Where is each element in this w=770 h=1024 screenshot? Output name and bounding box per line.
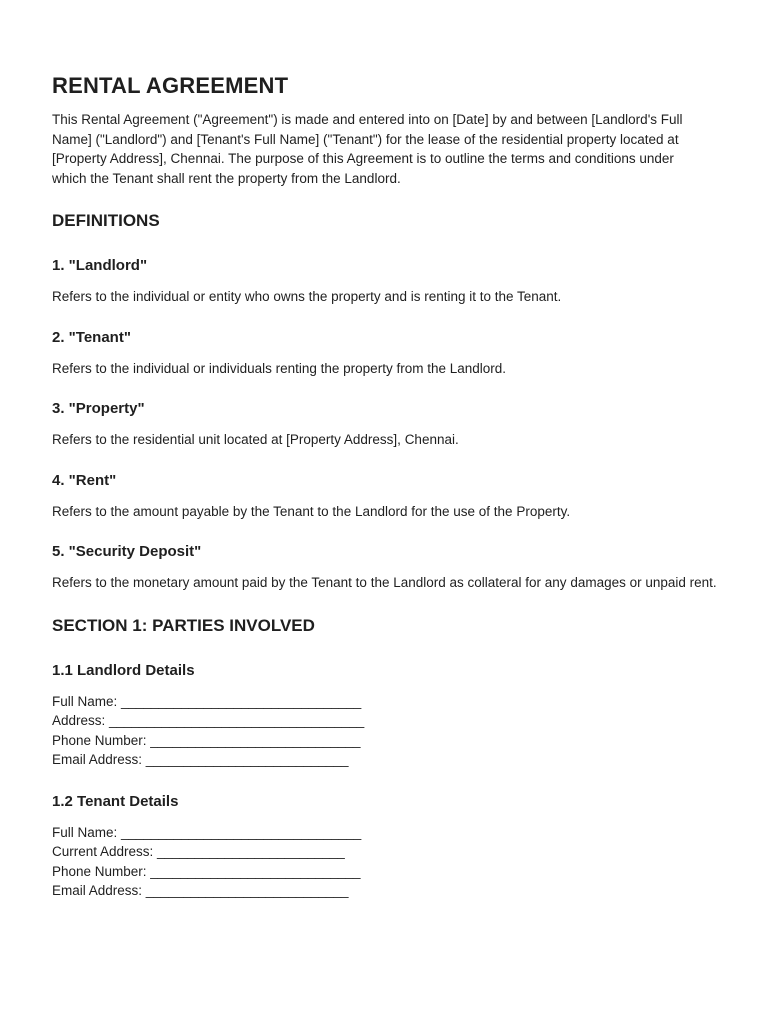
landlord-email-field[interactable]: Email Address: ___________________________: [52, 752, 349, 767]
definition-text: Refers to the individual or individuals renting the property from the Landlord.: [52, 360, 507, 376]
definition-item-tenant: [52, 328, 722, 379]
landlord-field-list: [52, 692, 722, 770]
intro-paragraph: This Rental Agreement ("Agreement") is made and entered into on [Date] by and between [Landlord's Full Name] ("Landlord") and [Tenant's Full Name] ("Tenant") for the lease of the residential property located at [Property Address], Chennai. The purpose of this Agreement is to outline the terms and conditions under which the Tenant shall rent the property from the Landlord.: [52, 112, 683, 186]
definition-item-security-deposit: [52, 542, 722, 593]
definition-term: 4. "Rent": [52, 471, 117, 489]
definition-item-property: [52, 399, 722, 450]
definition-text: Refers to the amount payable by the Tenant to the Landlord for the use of the Property.: [52, 503, 571, 519]
section1-heading: SECTION 1: PARTIES INVOLVED: [52, 615, 315, 635]
tenant-email-field[interactable]: Email Address: ___________________________: [52, 883, 349, 898]
definition-text: Refers to the residential unit located at [Property Address], Chennai.: [52, 432, 459, 447]
landlord-details-heading: 1.1 Landlord Details: [52, 661, 195, 679]
definition-term: 1. "Landlord": [52, 257, 148, 274]
tenant-full-name-field[interactable]: Full Name: ________________________________: [52, 824, 362, 840]
landlord-full-name-field[interactable]: Full Name: ________________________________: [52, 693, 362, 709]
definition-item-rent: [52, 471, 722, 522]
tenant-details-heading: 1.2 Tenant Details: [52, 792, 179, 810]
definitions-heading: DEFINITIONS: [52, 211, 160, 230]
tenant-phone-field[interactable]: Phone Number: ____________________________: [52, 863, 361, 879]
landlord-details: [52, 661, 722, 770]
definition-item-landlord: [52, 256, 722, 307]
definition-term: 3. "Property": [52, 400, 145, 417]
definition-term: 2. "Tenant": [52, 328, 131, 346]
landlord-phone-field[interactable]: Phone Number: ____________________________: [52, 732, 361, 748]
document-title: RENTAL AGREEMENT: [52, 73, 289, 98]
definition-text: Refers to the monetary amount paid by the Tenant to the Landlord as collateral for any damages or unpaid rent.: [52, 575, 717, 590]
document-page: [52, 72, 722, 901]
tenant-current-address-field[interactable]: Current Address: _________________________: [52, 844, 345, 859]
tenant-field-list: [52, 823, 722, 901]
landlord-address-field[interactable]: Address: __________________________________: [52, 713, 365, 728]
definition-term: 5. "Security Deposit": [52, 543, 202, 560]
definition-text: Refers to the individual or entity who owns the property and is renting it to the Tenant.: [52, 289, 562, 304]
tenant-details: [52, 792, 722, 901]
